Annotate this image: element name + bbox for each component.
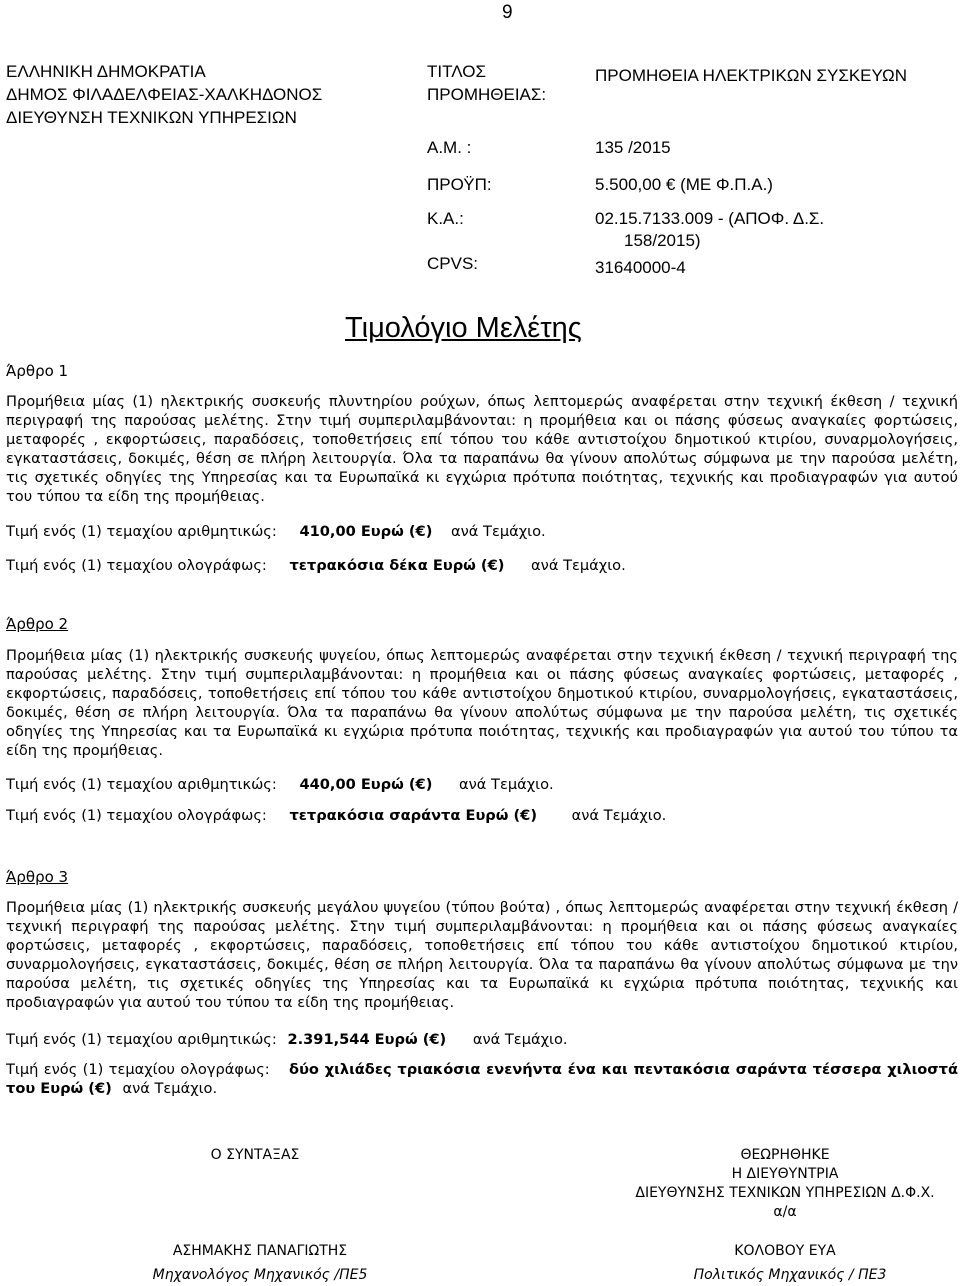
ka-value-line1: 02.15.7133.009 - (ΑΠΟΦ. Δ.Σ. <box>595 209 825 228</box>
page-number: 9 <box>502 2 513 23</box>
article-2-heading: Άρθρο 2 <box>6 615 69 633</box>
price-words: δύο χιλιάδες τριακόσια ενενήντα ένα και πεντακόσια σαράντα τέσσερα χιλιοστά του Ευρώ (€) <box>6 1061 958 1097</box>
title-label: ΤΙΤΛΟΣ ΠΡΟΜΗΘΕΙΑΣ: <box>427 62 547 104</box>
article-2-text: Προμήθεια μίας (1) ηλεκτρικής συσκευής ψυγείου, όπως λεπτομερώς αναφέρεται στην τεχνική έκθεση / τεχνική περιγραφή της παρούσας μελέτης. Στην τιμή συμπεριλαμβάνονται: η προμήθεια και οι πάσης φύσεως αναγκαίες φορτώσεις, μεταφορές , εκφορτώσεις, παραδόσεις, τοποθετήσεις επί τόπου του κάθε αντιστοίχου δημοτικού κτιρίου, συναρμολογήσεις, εγκαταστάσεις, δοκιμές, θέση σε πλήρη λειτουργία. Όλα τα παραπάνω θα γίνουν απολύτως σύμφωνα με την παρούσα μελέτη, τις σχετικές οδηγίες της Υπηρεσίας και τα Ευρωπαϊκά κι εγχώρια πρότυπα ποιότητας, τεχνικής και προδιαγραφών για αυτού του τύπου τα είδη της προμήθειας. <box>6 647 958 759</box>
document-title: Τιμολόγιο Μελέτης <box>345 312 582 344</box>
price-words: τετρακόσια σαράντα Ευρώ (€) <box>289 807 537 824</box>
article-3-price-words: Τιμή ενός (1) τεμαχίου ολογράφως: δύο χιλιάδες τριακόσια ενενήντα ένα και πεντακόσια σαράντα τέσσερα χιλιοστά του Ευρώ (€) ανά Τεμάχιο. <box>6 1061 958 1097</box>
title-value: ΠΡΟΜΗΘΕΙΑ ΗΛΕΚΤΡΙΚΩΝ ΣΥΣΚΕΥΩΝ <box>595 66 908 85</box>
cpvs-value: 31640000-4 <box>595 258 686 277</box>
signature-right-role: Πολιτικός Μηχανικός / ΠΕ3 <box>693 1267 887 1283</box>
article-1-price-numeric: Τιμή ενός (1) τεμαχίου αριθμητικώς: 410,00 Ευρώ (€) ανά Τεμάχιο. <box>6 523 546 540</box>
am-label: Α.Μ. : <box>427 138 472 157</box>
article-3-text: Προμήθεια μίας (1) ηλεκτρικής συσκευής μεγάλου ψυγείου (τύπου βούτα) , όπως λεπτομερώς αναφέρεται στην τεχνική έκθεση / τεχνική περιγραφή της παρούσας μελέτης. Στην τιμή συμπεριλαμβάνονται: η προμήθεια και οι πάσης φύσεως αναγκαίες φορτώσεις, μεταφορές , εκφορτώσεις, παραδόσεις, τοποθετήσεις επί τόπου του κάθε αντιστοίχου δημοτικού κτιρίου, συναρμολογήσεις, εγκαταστάσεις, δοκιμές, θέση σε πλήρη λειτουργία. Όλα τα παραπάνω θα γίνουν απολύτως σύμφωνα με την παρούσα μελέτη, τις σχετικές οδηγίες της Υπηρεσίας και τα Ευρωπαϊκά κι εγχώρια πρότυπα ποιότητας, τεχνικής και προδιαγραφών για αυτού του τύπου τα είδη της προμήθειας. <box>6 899 958 1011</box>
price-words: τετρακόσια δέκα Ευρώ (€) <box>289 557 505 574</box>
signature-left-role: Μηχανολόγος Μηχανικός /ΠΕ5 <box>152 1267 368 1283</box>
article-2-price-words: Τιμή ενός (1) τεμαχίου ολογράφως: τετρακόσια σαράντα Ευρώ (€) ανά Τεμάχιο. <box>6 807 667 824</box>
budget-label: ΠΡΟΫΠ: <box>427 175 492 194</box>
article-1-heading: Άρθρο 1 <box>6 362 69 380</box>
signature-left-title: Ο ΣΥΝΤΑΞΑΣ <box>210 1147 300 1163</box>
article-3-heading: Άρθρο 3 <box>6 868 69 886</box>
org-line-country: ΕΛΛΗΝΙΚΗ ΔΗΜΟΚΡΑΤΙΑ <box>6 62 206 81</box>
ka-label: Κ.Α.: <box>427 209 464 228</box>
cpvs-label: CPVS: <box>427 254 479 273</box>
budget-value: 5.500,00 € (ΜΕ Φ.Π.Α.) <box>595 175 773 194</box>
price-value: 410,00 Ευρώ (€) <box>299 523 433 540</box>
article-1-price-words: Τιμή ενός (1) τεμαχίου ολογράφως: τετρακόσια δέκα Ευρώ (€) ανά Τεμάχιο. <box>6 557 626 574</box>
article-1-text: Προμήθεια μίας (1) ηλεκτρικής συσκευής πλυντηρίου ρούχων, όπως λεπτομερώς αναφέρεται στην τεχνική έκθεση / τεχνική περιγραφή της παρούσας μελέτης. Στην τιμή συμπεριλαμβάνονται: η προμήθεια και οι πάσης φύσεως αναγκαίες φορτώσεις, μεταφορές , εκφορτώσεις, παραδόσεις, τοποθετήσεις επί τόπου του κάθε αντιστοίχου δημοτικού κτιρίου, συναρμολογήσεις, εγκαταστάσεις, δοκιμές, θέση σε πλήρη λειτουργία. Όλα τα παραπάνω θα γίνουν απολύτως σύμφωνα με την παρούσα μελέτη, τις σχετικές οδηγίες της Υπηρεσίας και τα Ευρωπαϊκά κι εγχώρια πρότυπα ποιότητας, τεχνικής και προδιαγραφών για αυτού του τύπου τα είδη της προμήθειας. <box>6 393 958 505</box>
signature-right-name: ΚΟΛΟΒΟΥ ΕΥΑ <box>734 1243 836 1259</box>
org-line-municipality: ΔΗΜΟΣ ΦΙΛΑΔΕΛΦΕΙΑΣ-ΧΑΛΚΗΔΟΝΟΣ <box>6 85 323 104</box>
price-value: 2.391,544 Ευρώ (€) <box>287 1031 447 1048</box>
signature-left-name: ΑΣΗΜΑΚΗΣ ΠΑΝΑΓΙΩΤΗΣ <box>172 1243 348 1259</box>
signature-right-block: ΘΕΩΡΗΘΗΚΕ Η ΔΙΕΥΘΥΝΤΡΙΑ ΔΙΕΥΘΥΝΣΗΣ ΤΕΧΝΙΚΩΝ ΥΠΗΡΕΣΙΩΝ Δ.Φ.Χ. α/α <box>635 1147 935 1220</box>
am-value: 135 /2015 <box>595 138 671 157</box>
article-2-price-numeric: Τιμή ενός (1) τεμαχίου αριθμητικώς: 440,00 Ευρώ (€) ανά Τεμάχιο. <box>6 776 554 793</box>
article-3-price-numeric: Τιμή ενός (1) τεμαχίου αριθμητικώς: 2.391,544 Ευρώ (€) ανά Τεμάχιο. <box>6 1031 568 1048</box>
organization-block <box>6 60 322 129</box>
ka-value-line2: 158/2015) <box>624 231 701 250</box>
org-line-directorate: ΔΙΕΥΘΥΝΣΗ ΤΕΧΝΙΚΩΝ ΥΠΗΡΕΣΙΩΝ <box>6 108 297 127</box>
price-value: 440,00 Ευρώ (€) <box>299 776 433 793</box>
